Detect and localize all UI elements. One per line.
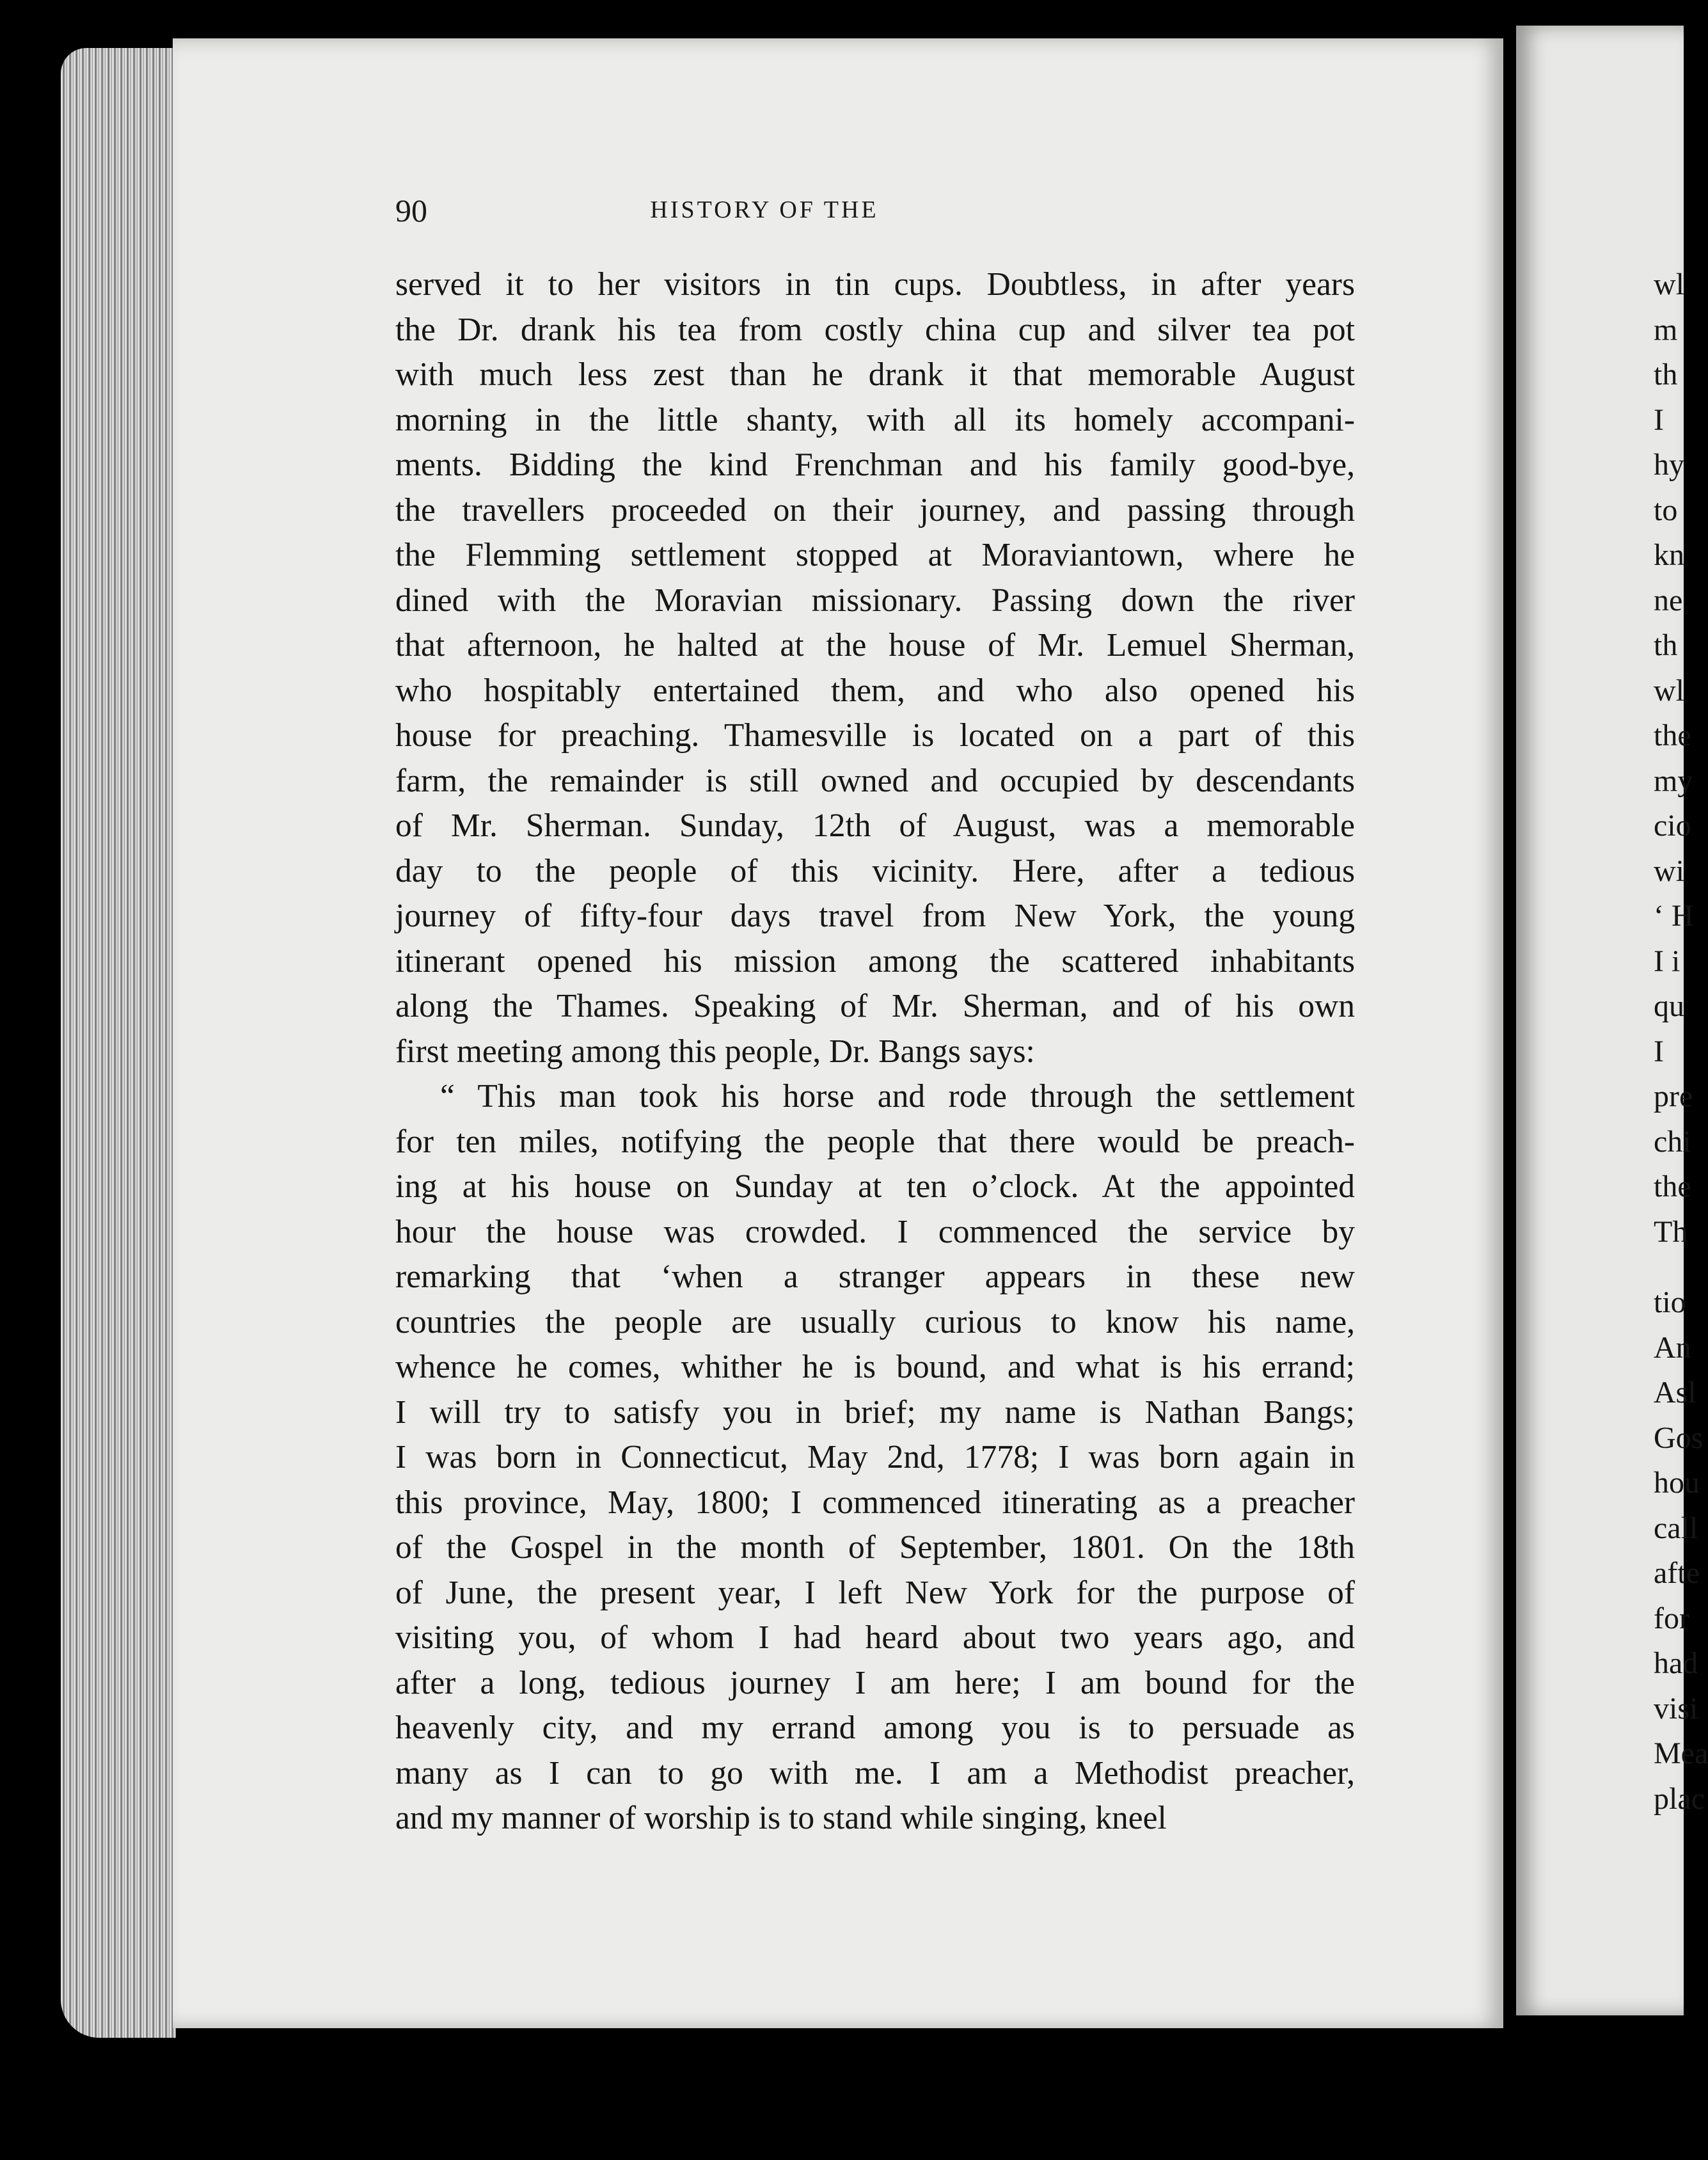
right-page-fragment: Gos	[1654, 1420, 1704, 1455]
text-line: who hospitably entertained them, and who also opened his	[395, 672, 1355, 709]
right-page-fragment: th	[1654, 358, 1678, 392]
text-line: the Dr. drank his tea from costly china cup and silver tea pot	[395, 311, 1355, 348]
text-line: journey of fifty-four days travel from New York, the young	[395, 898, 1355, 934]
text-line: heavenly city, and my errand among you is to persuade as	[395, 1710, 1355, 1746]
text-line: visiting you, of whom I had heard about two years ago, and	[395, 1619, 1355, 1656]
text-line: the Flemming settlement stopped at Moraviantown, where he	[395, 537, 1355, 573]
right-page-fragment: hy	[1654, 448, 1684, 482]
right-page-fragment: wl	[1654, 267, 1684, 301]
right-page-fragment: tio	[1654, 1285, 1686, 1319]
text-line: of the Gospel in the month of September, 1801. On the 18th	[395, 1529, 1355, 1566]
right-page-fragment: the	[1654, 1170, 1691, 1203]
right-page-fragment: An	[1654, 1330, 1691, 1365]
text-line: and my manner of worship is to stand while singing, kneel	[395, 1800, 1167, 1836]
right-page-fragment: chi	[1654, 1124, 1691, 1159]
text-line: remarking that ‘when a stranger appears in these new	[395, 1259, 1355, 1295]
right-page-fragments	[1654, 262, 1708, 1822]
text-line: served it to her visitors in tin cups. Doubtless, in after years	[395, 266, 1355, 303]
text-line: whence he comes, whither he is bound, and what is his errand;	[395, 1349, 1355, 1385]
text-line: many as I can to go with me. I am a Methodist preacher,	[395, 1754, 1355, 1791]
text-line: for ten miles, notifying the people that there would be preach-	[395, 1123, 1355, 1160]
text-line: the travellers proceeded on their journey, and passing through	[395, 491, 1355, 528]
page-edges	[61, 48, 176, 2038]
paragraph-gap	[1654, 1255, 1708, 1280]
text-line: I was born in Connecticut, May 2nd, 1778; I was born again in	[395, 1439, 1355, 1475]
right-page-fragment: plac	[1654, 1781, 1705, 1816]
right-page-fragment: cio	[1654, 809, 1691, 843]
right-page-fragment: the	[1654, 719, 1691, 752]
text-line: I will try to satisfy you in brief; my name is Nathan Bangs;	[395, 1394, 1355, 1431]
right-page-fragment: to	[1654, 493, 1678, 527]
body-text	[395, 262, 1355, 1841]
text-line: that afternoon, he halted at the house of Mr. Lemuel Sherman,	[395, 627, 1355, 663]
text-line: ments. Bidding the kind Frenchman and his family good-bye,	[395, 447, 1355, 483]
right-page-fragment: Asl	[1654, 1376, 1696, 1410]
right-page-fragment: I	[1654, 402, 1664, 437]
right-page-fragment: visi	[1654, 1691, 1698, 1726]
right-page-fragment: Th	[1654, 1214, 1688, 1249]
right-page-fragment: m	[1654, 312, 1678, 347]
text-line: itinerant opened his mission among the scattered inhabitants	[395, 942, 1355, 980]
right-page-fragment: ‘ H	[1654, 899, 1694, 933]
right-page-fragment: afte	[1654, 1556, 1700, 1590]
text-line: farm, the remainder is still owned and occupied by descendants	[395, 762, 1355, 799]
right-page-fragment: Mea	[1654, 1736, 1708, 1770]
right-page-fragment: qu	[1654, 989, 1684, 1023]
running-head: HISTORY OF THE	[650, 196, 879, 223]
text-line: countries the people are usually curious to know his name,	[395, 1303, 1355, 1340]
right-page-fragment: wl	[1654, 673, 1684, 708]
right-page-fragment: hou	[1654, 1466, 1700, 1500]
right-page-fragment: wi	[1654, 854, 1684, 888]
text-line: hour the house was crowded. I commenced the service by	[395, 1213, 1355, 1250]
right-page-fragment: had	[1654, 1646, 1698, 1680]
text-line: with much less zest than he drank it that memorable August	[395, 356, 1355, 393]
text-line: house for preaching. Thamesville is located on a part of this	[395, 717, 1355, 754]
text-line: after a long, tedious journey I am here; I am bound for the	[395, 1664, 1355, 1701]
right-page-fragment: for	[1654, 1601, 1689, 1635]
text-line: of Mr. Sherman. Sunday, 12th of August, was a memorable	[395, 807, 1355, 844]
right-page-fragment: pre	[1654, 1079, 1693, 1113]
right-page-fragment: call	[1654, 1511, 1698, 1545]
text-line: first meeting among this people, Dr. Bangs says:	[395, 1033, 1035, 1070]
right-page-fragment: th	[1654, 628, 1678, 662]
text-line: dined with the Moravian missionary. Passing down the river	[395, 582, 1355, 619]
right-page-fragment: kn	[1654, 538, 1684, 572]
right-page-fragment: my	[1654, 763, 1693, 798]
page-number: 90	[395, 193, 427, 228]
right-page-fragment: I i	[1654, 944, 1680, 978]
text-line: “ This man took his horse and rode through the settlement	[440, 1078, 1355, 1115]
text-line: along the Thames. Speaking of Mr. Sherman, and of his own	[395, 988, 1355, 1024]
text-line: of June, the present year, I left New York for the purpose of	[395, 1574, 1355, 1611]
text-line: this province, May, 1800; I commenced itinerating as a preacher	[395, 1484, 1355, 1521]
page-header	[224, 192, 1305, 243]
text-line: day to the people of this vicinity. Here, after a tedious	[395, 852, 1355, 889]
right-page-fragment: I	[1654, 1034, 1664, 1068]
right-page-fragment: ne	[1654, 583, 1683, 617]
text-line: morning in the little shanty, with all its homely accompani-	[395, 401, 1355, 438]
text-line: ing at his house on Sunday at ten o’clock. At the appointed	[395, 1168, 1355, 1205]
